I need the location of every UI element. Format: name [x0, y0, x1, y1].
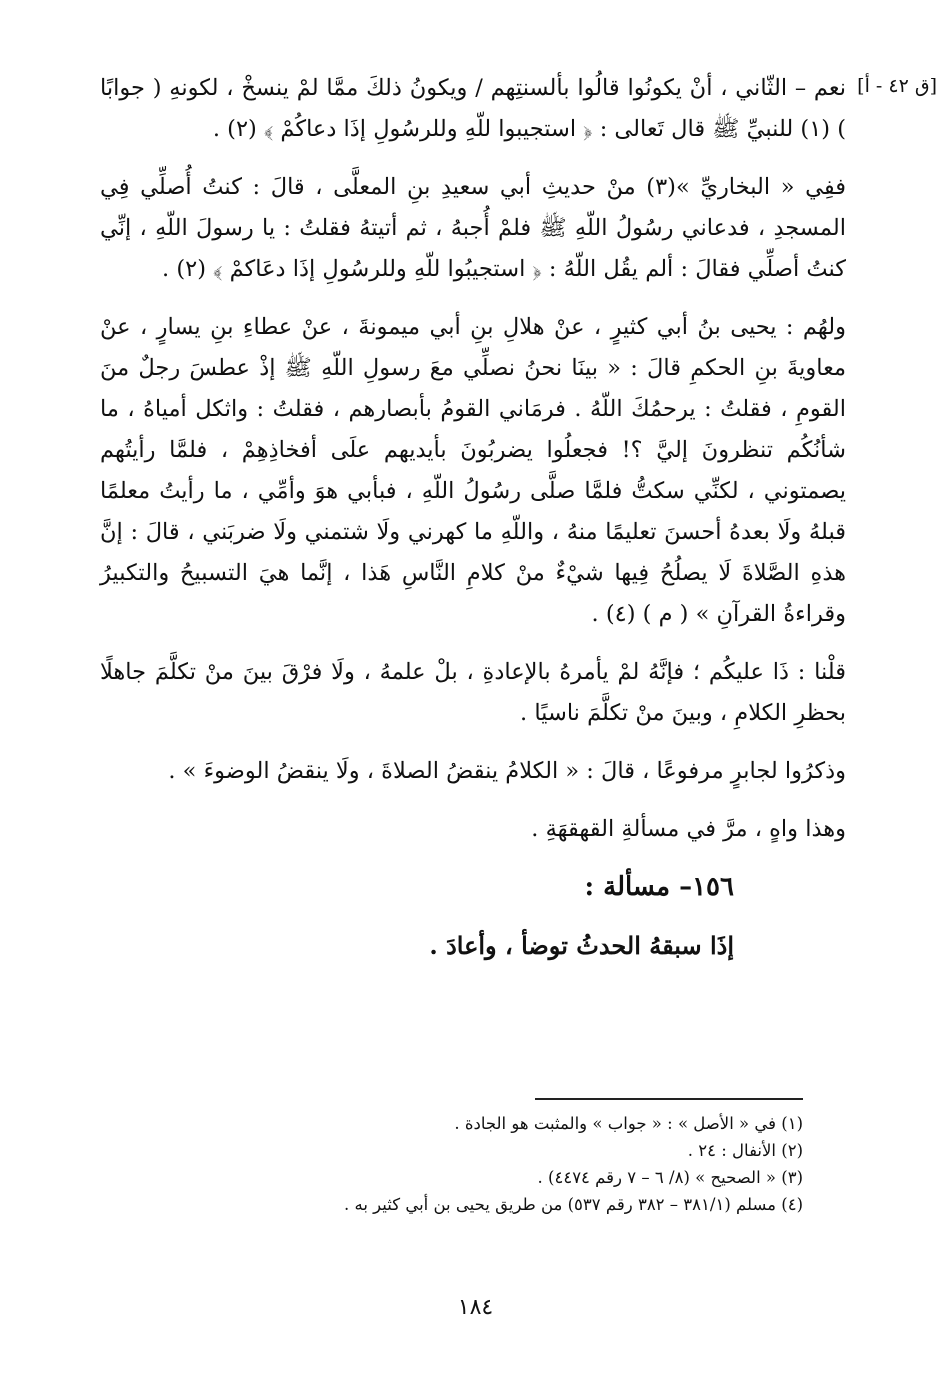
- page-number: ١٨٤: [457, 1295, 494, 1320]
- paragraph-5: وذكرُوا لجابرٍ مرفوعًا ، قالَ : « الكلامُ ينقضُ الصلاةَ ، ولَا ينقضُ الوضوءَ » .: [168, 758, 846, 784]
- footnote-separator: [535, 1098, 803, 1100]
- paragraph-6: وهذا واهٍ ، مرَّ في مسألةِ القهقهَةِ .: [531, 816, 846, 842]
- manuscript-folio-reference: [ق ٤٢ - أ]: [857, 75, 937, 97]
- paragraph-3: ولهُم : يحيى بنُ أبي كثيرٍ ، عنْ هلالِ بنِ أبي ميمونةَ ، عنْ عطاءِ بنِ يسارٍ ، عنْ معاويةَ بنِ الحكمِ قالَ : « بينَا نحنُ نصلِّي معَ رسولِ اللّهِ ﷺ إذْ عطسَ رجلٌ منَ القومِ ، فقلتُ : يرحمُكَ اللّهُ . فرمَاني القومُ بأبصارهم ، فقلتُ : واثكل أمياهُ ، ما شأنُكُم تنظرونَ إليَّ ؟! فجعلُوا يضربُونَ بأيديهم علَى أفخاذِهِمْ ، فلمَّا رأيتُهم يصمتوني ، لكنِّي سكتُّ فلمَّا صلَّى رسُولُ اللّهِ ، فبأبي هوَ وأمِّي ، ما رأيتُ معلمًا قبلهُ ولَا بعدهُ أحسنَ تعليمًا منهُ ، واللّهِ ما كهرني ولَا شتمني ولَا ضربَني ، قالَ : إنَّ هذهِ الصَّلاةَ لَا يصلُحُ فِيها شيْءٌ منْ كلامِ النَّاسِ هَذا ، إنَّما هيَ التسبيحُ والتكبيرُ وقراءةُ القرآنِ » ( م ) (٤) .: [100, 314, 846, 627]
- footnote-1: (١) في « الأصل » : « جواب » والمثبت هو الجادة .: [454, 1114, 803, 1133]
- footnotes: [120, 1110, 803, 1218]
- footnote-3: (٣) « الصحيح » (٨/ ٦ – ٧ رقم ٤٤٧٤) .: [537, 1168, 803, 1187]
- footnote-2: (٢) الأنفال : ٢٤ .: [687, 1141, 803, 1160]
- paragraph-4: قلْنا : ذَا عليكُم ؛ فإنَّهُ لمْ يأمرهُ بالإعادةِ ، بلْ علمهُ ، ولَا فرْقَ بينَ منْ تكلَّمَ جاهلًا بحظرِ الكلامِ ، وبينَ منْ تكلَّمَ ناسيًا .: [100, 659, 846, 726]
- paragraph-2: ففِي « البخاريِّ »(٣) منْ حديثِ أبي سعيدِ بنِ المعلَّى ، قالَ : كنتُ أُصلِّي فِي المسجدِ ، فدعاني رسُولُ اللّهِ ﷺ فلمْ أُجبهُ ، ثم أتيتهُ فقلتُ : يا رسولَ اللّهِ ، إنِّي كنتُ أصلِّي فقالَ : ألم يقُل اللّهُ : ﴿ استجيبُوا للّهِ وللرسُولِ إذَا دعَاكمْ ﴾ (٢) .: [100, 174, 846, 282]
- issue-heading: ١٥٦– مسألة :: [584, 872, 734, 902]
- issue-statement: إذَا سبقهُ الحدثُ توضأ ، وأعادَ .: [429, 931, 734, 960]
- footnote-4: (٤) مسلم (٣٨١/١ – ٣٨٢ رقم ٥٣٧) من طريق يحيى بن أبي كثير به .: [343, 1195, 803, 1214]
- paragraph-1: نعم – الثّاني ، أنْ يكونُوا قالُوا بألسنتِهم / ويكونُ ذلكَ ممَّا لمْ ينسخْ ، لكونهِ ( جوابًا ) (١) للنبيِّ ﷺ قال تَعالى : ﴿ استجيبوا للّهِ وللرسُولِ إذَا دعاكُمْ ﴾ (٢) .: [100, 75, 846, 142]
- main-text: [100, 68, 846, 983]
